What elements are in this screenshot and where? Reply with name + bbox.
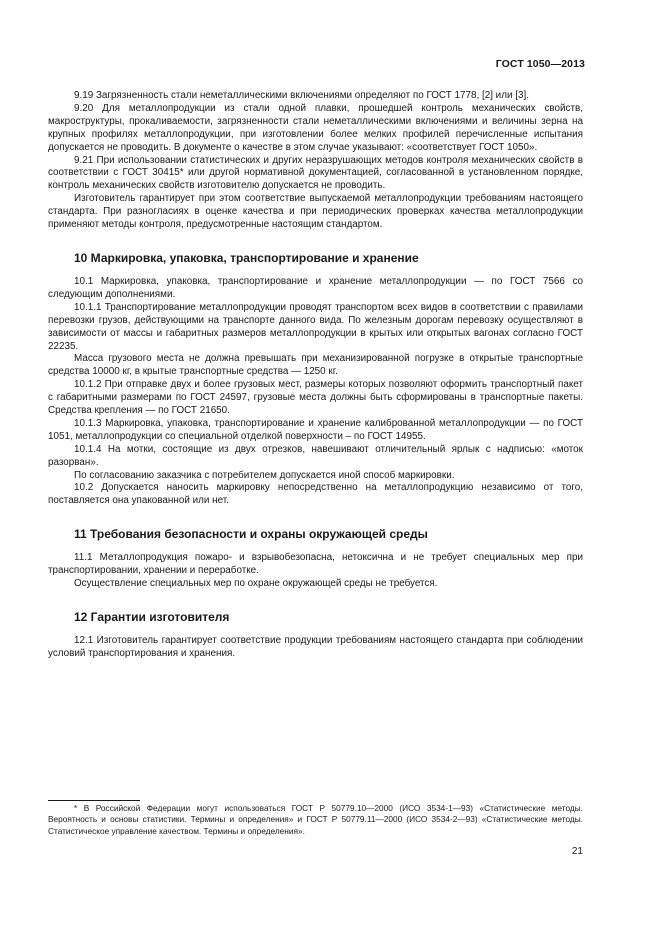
paragraph: 10.1.4 На мотки, состоящие из двух отрезков, навешивают отличительный ярлык с надписью: «моток разорван». [48, 443, 583, 468]
paragraph: По согласованию заказчика с потребителем допускается иной способ маркировки. [74, 469, 455, 481]
paragraph: 10.1 Маркировка, упаковка, транспортирование и хранение металлопродукции — по ГОСТ 7566 со следующим дополнениями. [48, 275, 583, 300]
section-heading: 11 Требования безопасности и охраны окружающей среды [74, 527, 428, 542]
paragraph: Осуществление специальных мер по охране окружающей среды не требуется. [74, 578, 438, 590]
standard-header: ГОСТ 1050—2013 [495, 58, 585, 70]
section-heading: 12 Гарантии изготовителя [74, 610, 230, 624]
paragraph: 11.1 Металлопродукция пожаро- и взрывобезопасна, нетоксична и не требует специальных мер при транспортировании, хранении и переработке. [48, 552, 583, 577]
footnote-divider [48, 800, 140, 801]
paragraph: 9.20 Для металлопродукции из стали одной плавки, прошедшей контроль механических свойств, макроструктуры, прокаливаемости, загрязненности стали неметаллическими включениями и величины зерна на крупных профилях металлопродукции, при изготовлении более мелких профилей перечисленные испытания допускается не проводить. В документе о качестве в этом случае указывают: «соответствует ГОСТ 1050». [48, 102, 583, 153]
paragraph: 10.2 Допускается наносить маркировку непосредственно на металлопродукцию независимо от того, поставляется она упакованной или нет. [48, 482, 583, 507]
footnote [48, 803, 583, 837]
paragraph: 9.21 При использовании статистических и других неразрушающих методов контроля механических свойств в соответствии с ГОСТ 30415* или другой нормативной документацией, согласованной в установленном порядке, контроль механических свойств изготовителю допускается не проводить. [48, 154, 583, 192]
paragraph: 10.1.2 При отправке двух и более грузовых мест, размеры которых позволяют оформить транспортный пакет с габаритными размерами по ГОСТ 24597, грузовые места должны быть сформированы в транспортные пакеты. Средства крепления — по ГОСТ 21650. [48, 379, 583, 417]
paragraph: 9.19 Загрязненность стали неметаллическими включениями определяют по ГОСТ 1778, [2] или [3]. [74, 90, 529, 101]
paragraph: Изготовитель гарантирует при этом соответствие выпускаемой металлопродукции требованиям настоящего стандарта. При разногласиях в оценке качества и при периодических проверках качества металлопродукции применяют методы контроля, предусмотренные настоящим стандартом. [48, 193, 583, 231]
paragraph: 10.1.1 Транспортирование металлопродукции проводят транспортом всех видов в соответствии с правилами перевозки грузов, действующими на транспорте данного вида. По железным дорогам перевозку осуществляют в зависимости от массы и габаритных размеров металлопродукции в крытых или открытых вагонах согласно ГОСТ 22235. [48, 301, 583, 352]
section-heading: 10 Маркировка, упаковка, транспортирование и хранение [74, 250, 419, 265]
paragraph: Масса грузового места не должна превышать при механизированной погрузке в открытые транспортные средства 10000 кг, в крытые транспортные средства — 1250 кг. [48, 353, 583, 378]
document-body [48, 90, 583, 661]
footnote-text: * В Российской Федерации могут использоваться ГОСТ Р 50779.10—2000 (ИСО 3534-1—93) «Статистические методы. Вероятность и основы статистики. Термины и определения» и ГОСТ Р 50779.11—2000 (ИСО 3534-2—93) «Статистические методы. Статистическое управление качеством. Термины и определения». [48, 803, 583, 836]
paragraph: 10.1.3 Маркировка, упаковка, транспортирование и хранение калиброванной металлопродукции — по ГОСТ 1051, металлопродукции со специальной отделкой поверхности – по ГОСТ 14955. [48, 417, 583, 442]
paragraph: 12.1 Изготовитель гарантирует соответствие продукции требованиям настоящего стандарта при соблюдении условий транспортирования и хранения. [48, 635, 583, 659]
page-number: 21 [571, 846, 583, 857]
